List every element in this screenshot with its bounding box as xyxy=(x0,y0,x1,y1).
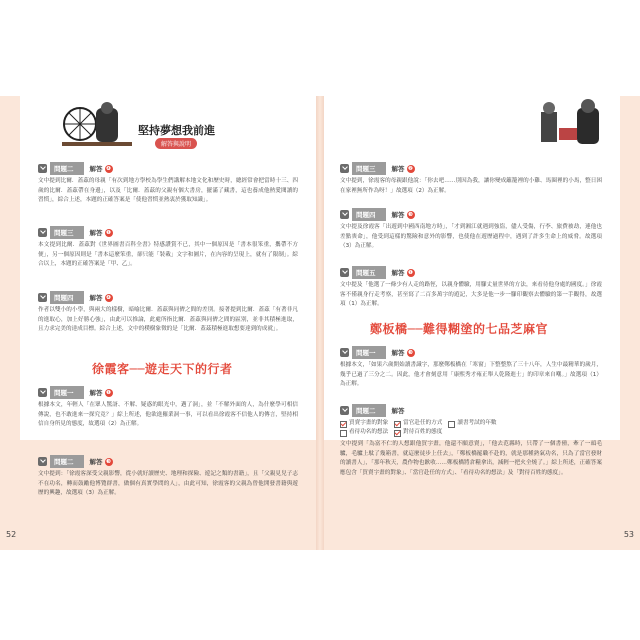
section-title: 徐霞客──遊走天下的行者 xyxy=(92,362,233,376)
question-label: 問題一 xyxy=(352,346,386,359)
answer-label: 解答 xyxy=(89,458,103,466)
explanation-text: 文中提及「他選了一條少有人走的路徑，以親身體驗，用腳丈量世界的方法，來看待他身處的國度。」徐霞客不僅親身行走考察，甚至寫了二百多萬字的遊記，大多是他一步一腳印觀察去體驗的第一手觀得，故選項（1）為正解。 xyxy=(340,282,602,307)
question-heading xyxy=(38,291,113,304)
pencil-icon xyxy=(340,210,349,219)
explanation-text: 根據本文，「如果六歲開始讀書識字，那麼鄭板橋在「寒窗」下整整熬了三十八年，人生中最精華的歲月，幾乎已過了三分之二。因此，他才會刻意用「康熙秀才雍正舉人乾隆進士」的印章來自嘲。」故選項（1）為正解。 xyxy=(340,362,602,387)
pencil-icon xyxy=(38,388,47,397)
checkbox-icon xyxy=(448,421,455,428)
question-label: 問題二 xyxy=(50,455,84,468)
answer-number: ❸ xyxy=(408,211,413,218)
question-heading xyxy=(340,404,405,417)
answer-explanation-tag: 解答與說明 xyxy=(155,138,197,149)
explanation-text: 文中提到比爾．蓋茲的母親「有次到地方學校為學生們講解本地文化和歷史時，總經常會把當時十三、四歲的比爾．蓋茲帶在身邊」，以及「比爾．蓋茲的父親有個大書房，擺滿了藏書，這也養成他熱愛閱讀的習慣」，綜合上述，本題的正確答案是「使他習慣並熱衷於獲取知識」。 xyxy=(38,178,298,203)
explanation-text: 文中提及徐霞客「出遊到中國西南地方時」，「才到湘江就遇到強盜，儘人受傷，行李、旅費被劫，連他也差點喪命」，他受到這樣的驚險和意外的影響，也使他在遊歷過程中，遇到了許多生命上的威脅。故選項（3）為正解。 xyxy=(340,224,602,249)
answer-label: 解答 xyxy=(89,229,103,237)
option-item: 看待功名的想法 xyxy=(340,428,388,437)
spinning-wheel-illustration xyxy=(60,98,140,150)
question-label: 問題四 xyxy=(352,208,386,221)
left-page-number: 52 xyxy=(6,530,17,539)
question-label: 問題二 xyxy=(50,162,84,175)
explanation-text: 本文提到比爾．蓋茲對《世界圖書百科全書》特感讚賞不已，其中一個原因是「書本很笨重，攜帶不方便」，另一個原因則是「書本這麼笨重，卻只能「裝載」文字和圖片，在內容的呈現上，就有了限制」。綜合以上，本題的正確答案是「甲、乙」。 xyxy=(38,242,298,267)
pencil-icon xyxy=(38,228,47,237)
question-label: 問題五 xyxy=(352,266,386,279)
answer-label: 解答 xyxy=(89,389,103,397)
question-label: 問題一 xyxy=(50,386,84,399)
question-heading xyxy=(340,208,415,221)
pencil-icon xyxy=(340,268,349,277)
answer-label: 解答 xyxy=(89,165,103,173)
right-page-number: 53 xyxy=(623,530,634,539)
answer-number: ❷ xyxy=(408,165,413,172)
page-gutter xyxy=(316,96,324,550)
explanation-text: 文中提到：「徐霞客深受父親影響，從小就好讀歷史、地理和探險、遊記之類的書籍」，且「父親見兒子志不在功名，轉而鼓勵他博覽群書，做個有真實學問的人」，由此可知，徐霞客的父親為曾他開發書籍與遊歷的興趣，故選項（3）為正解。 xyxy=(38,471,298,496)
question-label: 問題四 xyxy=(50,291,84,304)
pencil-icon xyxy=(38,164,47,173)
page-header-title: 堅持夢想我前進 xyxy=(138,124,215,137)
checkbox-icon xyxy=(394,430,401,437)
answer-label: 解答 xyxy=(391,269,405,277)
pencil-icon xyxy=(340,406,349,415)
answer-label: 解答 xyxy=(391,211,405,219)
question-heading xyxy=(38,455,113,468)
answer-label: 解答 xyxy=(391,407,405,415)
option-item: 讀書考試的年數 xyxy=(448,419,496,428)
checkbox-icon xyxy=(394,421,401,428)
question-heading xyxy=(340,346,415,359)
question-label: 問題三 xyxy=(50,226,84,239)
question-heading xyxy=(38,386,113,399)
question-heading xyxy=(340,162,415,175)
pencil-icon xyxy=(340,164,349,173)
section-title: 鄭板橋──難得糊塗的七品芝麻官 xyxy=(370,322,548,336)
pencil-icon xyxy=(38,457,47,466)
option-item: 當官赴任的方式 xyxy=(394,419,442,428)
question-heading xyxy=(38,162,113,175)
scholar-figures-illustration xyxy=(533,98,613,150)
answer-number: ❹ xyxy=(106,165,111,172)
option-item: 買賣字畫的對象 xyxy=(340,419,388,428)
answer-number: ❸ xyxy=(106,458,111,465)
explanation-text: 作者以雙小的小學，與兩大的樣樹，暗喻比爾．蓋茲與同儕之間的差別。接著提到比爾．蓋茲「有著非凡的進取心，加上好勝心強」，由此可以推論，此處所指比爾．蓋茲與同儕之間的區別，並非其積極進取，且力求完美的達成目標。綜合上述，文中的樸樹象徵的是「比爾．蓋茲積極進取想要達到的成就」。 xyxy=(38,307,298,332)
answer-number: ❹ xyxy=(106,294,111,301)
checkbox-icon xyxy=(340,430,347,437)
answer-number: ❶ xyxy=(106,229,111,236)
explanation-text: 文中提到，徐霞客的母親跟他說：「你去吧……別因為我，讓你變成籬籠裡的小雞、馬圈裡的小馬，整日困在家裡無所作為呀！」故選項（2）為正解。 xyxy=(340,178,602,194)
pencil-icon xyxy=(340,348,349,357)
answer-number: ❶ xyxy=(106,389,111,396)
question-heading xyxy=(340,266,415,279)
answer-label: 解答 xyxy=(89,294,103,302)
answer-number: ❶ xyxy=(408,269,413,276)
explanation-text: 文中提到「為富不仁的人想跟他買字畫，他還不願意賣」，「他去范縣時，只帶了一個書僮，牽了一頭毛驢，毛驢上駄了幾箱書，就這麼徒步上任去」，「鄭板橋罷職不赴的，就是那種熟氣功名，只為了當官發財的讀書人」，「那年秋天，農作物也歉收……鄭板橋將倉糧拿出，減輕一把火全燒了。」綜上所述，正確答案應包含「買賣字畫的對象」、「當官赴任的方式」、「看待功名的想法」及「對待百姓的態度」。 xyxy=(340,441,602,476)
pencil-icon xyxy=(38,293,47,302)
question-label: 問題三 xyxy=(352,162,386,175)
answer-label: 解答 xyxy=(391,349,405,357)
question-label: 問題二 xyxy=(352,404,386,417)
answer-options xyxy=(340,419,602,437)
checkbox-icon xyxy=(340,421,347,428)
explanation-text: 根據本文，年輕人「在眾人驚訝、不解、疑惑的眼光中，邁了洞」，並「不解外面的人，為什麼學可相信傳說，也不敢進來一探究竟？」綜上所述，他欲進羅業洞一事，可以看出徐霞客不信他人的傳言，堅持相信自身所見的態度，故選項（2）為正解。 xyxy=(38,402,298,427)
answer-label: 解答 xyxy=(391,165,405,173)
question-heading xyxy=(38,226,113,239)
answer-number: ❸ xyxy=(408,349,413,356)
option-item: 對待百姓的態度 xyxy=(394,428,442,437)
